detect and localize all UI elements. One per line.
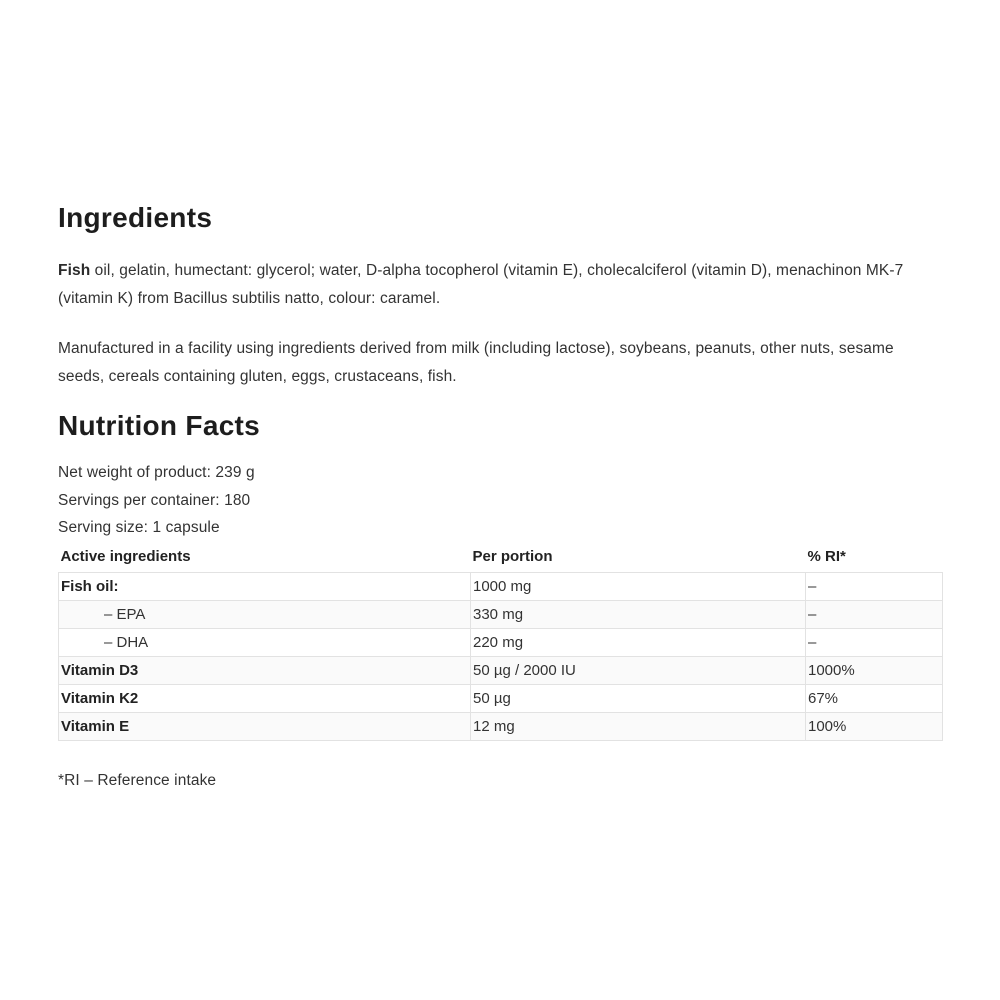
ri-percent-cell: 67%: [806, 684, 943, 712]
active-ingredient-cell: Fish oil:: [59, 572, 471, 600]
nutrition-table-row: [59, 628, 943, 656]
net-weight-line: Net weight of product: 239 g: [58, 464, 255, 481]
active-ingredient-cell: – EPA: [59, 600, 471, 628]
nutrition-table-row: [59, 572, 943, 600]
active-ingredient-cell: Vitamin E: [59, 712, 471, 740]
ri-percent-cell: 100%: [806, 712, 943, 740]
per-portion-cell: 50 µg / 2000 IU: [471, 656, 806, 684]
servings-per-container-line: Servings per container: 180: [58, 491, 251, 509]
ri-percent-cell: –: [806, 628, 943, 656]
nutrition-table-header-row: [59, 545, 943, 573]
per-portion-cell: 330 mg: [471, 600, 806, 628]
ri-percent-cell: –: [806, 572, 943, 600]
column-header-per-portion: Per portion: [472, 547, 553, 565]
column-header-ri-percent: % RI*: [807, 547, 846, 565]
nutrition-table: [58, 545, 943, 741]
ri-footnote: *RI – Reference intake: [58, 771, 217, 789]
per-portion-cell: 50 µg: [471, 684, 806, 712]
active-ingredient-cell: – DHA: [59, 628, 471, 656]
composition-lead-word: Fish: [58, 262, 91, 279]
serving-size-line: Serving size: 1 capsule: [58, 519, 220, 536]
column-header-active-ingredients: Active ingredients: [60, 547, 191, 565]
active-ingredient-cell: Vitamin D3: [59, 656, 471, 684]
nutrition-info-lines: [58, 459, 942, 542]
per-portion-cell: 1000 mg: [471, 572, 806, 600]
per-portion-cell: 220 mg: [471, 628, 806, 656]
per-portion-cell: 12 mg: [471, 712, 806, 740]
nutrition-facts-heading: Nutrition Facts: [58, 410, 261, 441]
composition-text: oil, gelatin, humectant: glycerol; water, D-alpha tocopherol (vitamin E), cholecalciferol (vitamin D), menachinon MK-7 (vitamin K) from Bacillus subtilis natto, colour: caramel.: [58, 262, 904, 307]
composition-paragraph: [58, 257, 926, 312]
nutrition-table-row: [59, 656, 943, 684]
ri-percent-cell: –: [806, 600, 943, 628]
nutrition-table-row: [59, 712, 943, 740]
nutrition-table-row: [59, 684, 943, 712]
ri-percent-cell: 1000%: [806, 656, 943, 684]
allergen-paragraph: Manufactured in a facility using ingredients derived from milk (including lactose), soybeans, peanuts, other nuts, sesame seeds, cereals containing gluten, eggs, crustaceans, fish.: [58, 340, 894, 385]
nutrition-table-row: [59, 600, 943, 628]
ingredients-heading: Ingredients: [58, 202, 213, 233]
active-ingredient-cell: Vitamin K2: [59, 684, 471, 712]
